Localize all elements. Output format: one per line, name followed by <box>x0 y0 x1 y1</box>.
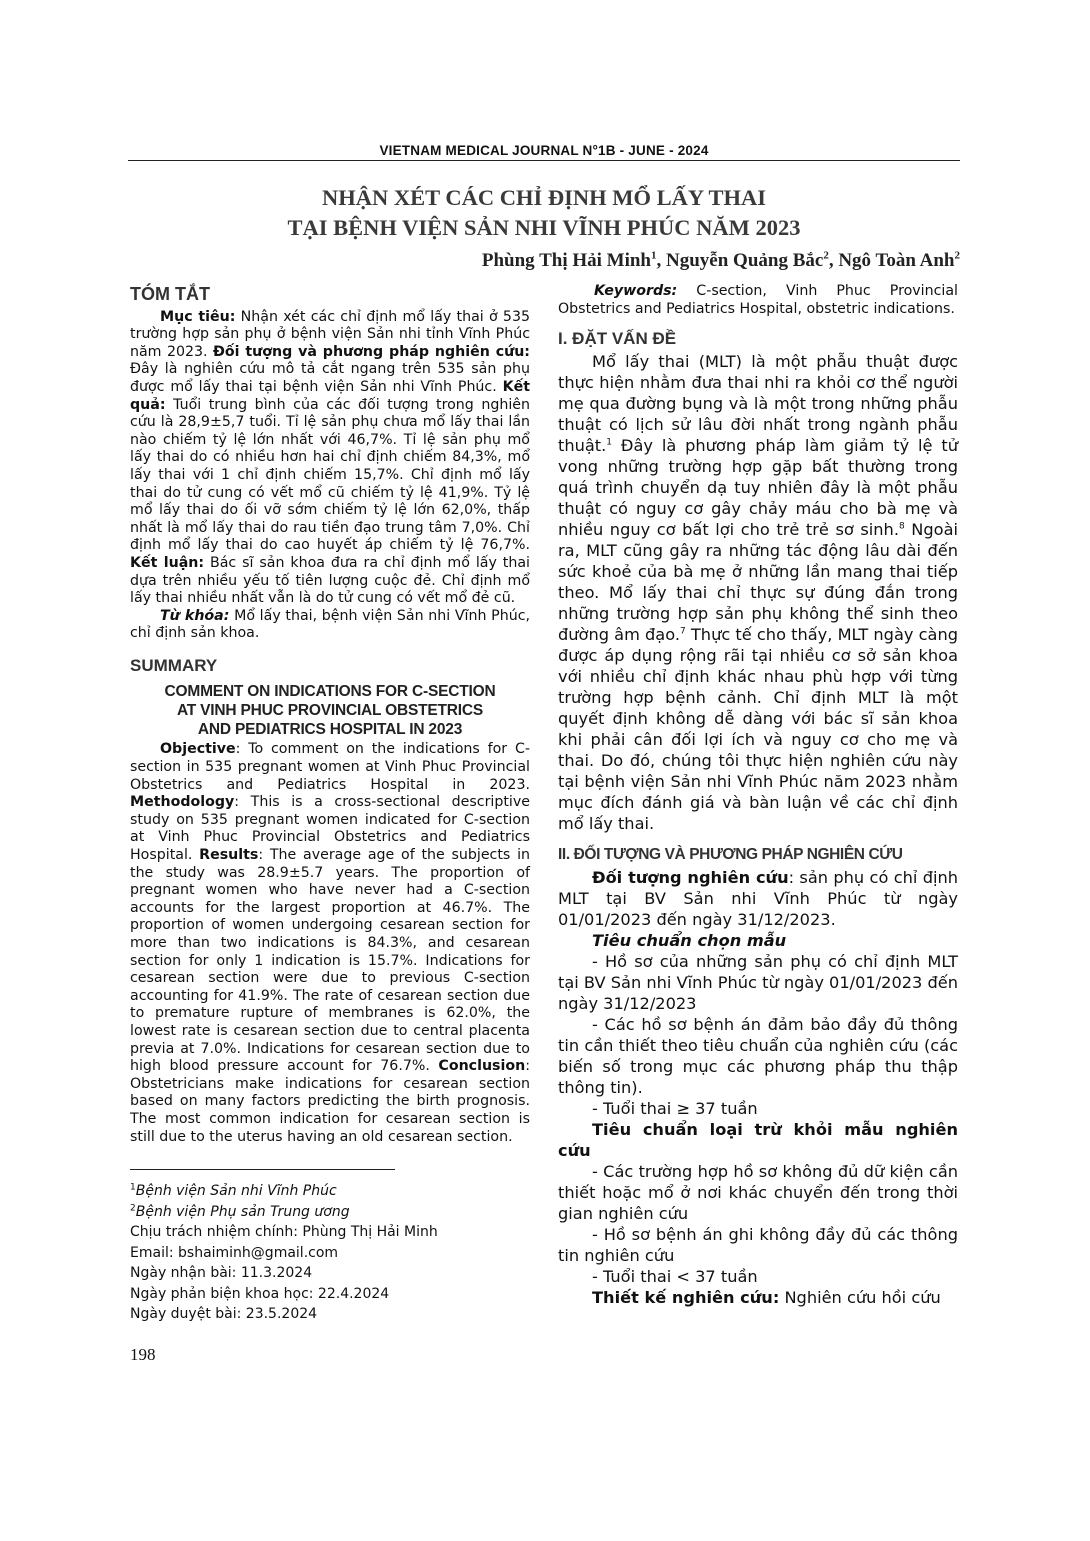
author-name: Ngô Toàn Anh <box>838 250 955 271</box>
affiliation-2 <box>130 1202 530 1223</box>
label-keywords: Keywords: <box>594 283 678 299</box>
text-methods-vi: Đây là nghiên cứu mô tả cắt ngang trên 535 sản phụ được mổ lấy thai tại bệnh viện Sản nhi Vĩnh Phúc. <box>130 361 530 395</box>
section-1-text-c: Ngoài ra, MLT cũng gây ra những tác động lâu dài đến sức khoẻ của bà mẹ ở những lần mang thai tiếp theo. Mổ lấy thai chỉ thực sự đúng đắn trong những trường hợp sản phụ không thể sinh theo đường âm đạo. <box>558 520 958 645</box>
author-name: Phùng Thị Hải Minh <box>481 250 651 271</box>
affiliation-2-number: 2 <box>130 1202 136 1213</box>
study-subjects <box>558 867 958 930</box>
section-1-text-a: Mổ lấy thai (MLT) là một phẫu thuật được thực hiện nhằm đưa thai nhi ra khỏi cơ thể người mẹ qua đường bụng và là một trong những phẫu thuật có lịch sử lâu đời nhất trong ngành phẫu thuật. <box>558 352 958 456</box>
study-design <box>558 1287 958 1308</box>
text-study-design: Nghiên cứu hồi cứu <box>779 1288 941 1308</box>
text-conclusion: : Obstetricians make indications for cesarean section based on many factors predicting the birth prognosis. The most common indication for cesarean section is still due to the uterus having an old cesarean section. <box>130 1058 530 1145</box>
abstract-vi-body <box>130 309 530 608</box>
inclusion-criteria-title: Tiêu chuẩn chọn mẫu <box>592 931 787 951</box>
label-conclusion-vi: Kết luận: <box>130 554 205 571</box>
inclusion-criterion: - Tuổi thai ≥ 37 tuần <box>592 1099 758 1119</box>
corresponding-author: Chịu trách nhiệm chính: Phùng Thị Hải Minh <box>130 1224 438 1240</box>
exclusion-criterion: - Các trường hợp hồ sơ không đủ dữ kiện cần thiết hoặc mổ ở nơi khác chuyển đến trong thời gian nghiên cứu <box>558 1162 958 1224</box>
citation-8: 8 <box>898 521 905 532</box>
inclusion-criteria-heading <box>558 930 958 951</box>
text-results: : The average age of the subjects in the study was 28.9±5.7 years. The proportion of pregnant women who have never had a C-section accounts for the largest proportion at 46.7%. The proportion of women undergoing cesarean section for more than two indications is 84.3%, and cesarean section for only 1 indication is 15.7%. Indications for cesarean section were due to previous C-section accounting for 41.9%. The rate of cesarean section due to premature rupture of membranes is 62.0%, the lowest rate is cesarean section due to central placenta previa at 7.0%. Indications for cesarean section due to high blood pressure account for 76.7%. <box>130 847 531 1075</box>
exclusion-criteria-heading <box>558 1119 958 1161</box>
affiliation-1-number: 1 <box>130 1182 136 1193</box>
section-2-heading: II. ĐỐI TƯỢNG VÀ PHƯƠNG PHÁP NGHIÊN CỨU <box>558 846 903 864</box>
left-column <box>130 286 530 1146</box>
label-objective-vi: Mục tiêu: <box>160 308 236 325</box>
header-rule <box>128 160 960 161</box>
summary-title-line-1: COMMENT ON INDICATIONS FOR C-SECTION <box>164 683 496 701</box>
title-line-1: NHẬN XÉT CÁC CHỈ ĐỊNH MỔ LẤY THAI <box>321 185 766 210</box>
affiliation-2-text: Bệnh viện Phụ sản Trung ương <box>135 1203 350 1220</box>
exclusion-criteria-title: Tiêu chuẩn loại trừ khỏi mẫu nghiên cứu <box>558 1120 958 1161</box>
footnotes <box>130 1181 530 1325</box>
author-affiliation: 1 <box>651 249 657 262</box>
section-1-heading: I. ĐẶT VẤN ĐỀ <box>558 329 677 349</box>
section-1-paragraph <box>558 351 958 834</box>
citation-1: 1 <box>606 437 613 448</box>
exclusion-criterion: - Hồ sơ bệnh án ghi không đầy đủ các thông tin nghiên cứu <box>558 1225 958 1266</box>
right-column <box>558 283 958 1308</box>
label-results-vi: Kết quả: <box>130 378 530 413</box>
section-1-text-b: Đây là phương pháp làm giảm tỷ lệ tử vong những trường hợp gặp bất thường trong quá trình chuyển dạ tuy nhiên đây là một phẫu thuật có nguy cơ gây chảy máu cho bà mẹ và nhiều nguy cơ bất lợi cho trẻ trẻ sơ sinh. <box>558 436 958 540</box>
footnote-rule <box>130 1169 395 1170</box>
text-objective: : To comment on the indications for C-section in 535 pregnant women at Vinh Phuc Provincial Obstetrics and Pediatrics Hospital in 2023. <box>130 741 530 793</box>
text-methodology: : This is a cross-sectional descriptive study on 535 pregnant women indicated for C-section at Vinh Phuc Provincial Obstetrics and Pediatrics Hospital. <box>130 794 530 864</box>
journal-header: VIETNAM MEDICAL JOURNAL N°1B - JUNE - 2024 <box>379 143 709 158</box>
text-results-vi: Tuổi trung bình của các đối tượng trong nghiên cứu là 28,9±5,7 tuổi. Tỉ lệ sản phụ chưa mổ lấy thai lần nào chiếm tỷ lệ lớn nhất với 46,7%. Tỉ lệ sản phụ mổ lấy thai do có nhiều hơn hai chỉ định chiếm 84,3%, mổ lấy thai với 1 chỉ định chiếm 15,7%. Chỉ định mổ lấy thai do tử cung có vết mổ cũ chiếm tỷ lệ 41,9%. Tỷ lệ mổ lấy thai do ối vỡ sớm chiếm tỷ lệ lớn 62,0%, thấp nhất là mổ lấy thai do rau tiền đạo trung tâm 7,0%. Chỉ định mổ lấy thai do cao huyết áp chiếm tỷ lệ 76,7%. <box>130 396 530 554</box>
author-list <box>482 250 960 272</box>
page-number: 198 <box>130 1345 156 1364</box>
date-reviewed: Ngày phản biện khoa học: 22.4.2024 <box>130 1285 390 1302</box>
label-results: Results <box>199 847 259 864</box>
summary-body <box>130 741 530 1146</box>
text-keywords: C-section, Vinh Phuc Provincial Obstetrics and Pediatrics Hospital, obstetric indications. <box>558 283 958 317</box>
label-objective: Objective <box>160 741 236 758</box>
label-methods-vi: Đối tượng và phương pháp nghiên cứu: <box>213 343 530 360</box>
summary-title-line-2: AT VINH PHUC PROVINCIAL OBSTETRICS <box>176 702 484 720</box>
affiliation-1-text: Bệnh viện Sản nhi Vĩnh Phúc <box>135 1183 337 1199</box>
text-keywords-vi: Mổ lấy thai, bệnh viện Sản nhi Vĩnh Phúc, chỉ định sản khoa. <box>130 607 530 642</box>
abstract-vi-heading: TÓM TẮT <box>130 284 210 304</box>
citation-7: 7 <box>680 626 686 637</box>
inclusion-criterion: - Hồ sơ của những sản phụ có chỉ định MLT tại BV Sản nhi Vĩnh Phúc từ ngày 01/01/2023 đến ngày 31/12/2023 <box>558 952 958 1014</box>
label-methodology: Methodology <box>130 794 235 811</box>
summary-heading: SUMMARY <box>130 655 218 675</box>
author-separator: , <box>656 250 666 271</box>
label-study-subjects: Đối tượng nghiên cứu <box>592 868 789 888</box>
author-affiliation: 2 <box>823 249 829 262</box>
exclusion-criterion: - Tuổi thai < 37 tuần <box>592 1267 758 1287</box>
title-line-2: TẠI BỆNH VIỆN SẢN NHI VĨNH PHÚC NĂM 2023 <box>287 215 801 240</box>
email: Email: bshaiminh@gmail.com <box>130 1244 339 1261</box>
article-title <box>128 183 960 243</box>
date-accepted: Ngày duyệt bài: 23.5.2024 <box>130 1306 318 1322</box>
affiliation-1 <box>130 1181 530 1202</box>
label-study-design: Thiết kế nghiên cứu: <box>592 1288 780 1308</box>
author-name: Nguyễn Quảng Bắc <box>666 250 824 271</box>
text-objective-vi: Nhận xét các chỉ định mổ lấy thai ở 535 trường hợp sản phụ ở bệnh viện Sản nhi tỉnh Vĩnh Phúc năm 2023. <box>130 308 530 360</box>
label-conclusion: Conclusion <box>438 1058 526 1075</box>
author-affiliation: 2 <box>954 249 960 262</box>
summary-title <box>130 682 530 739</box>
section-1-text-d: Thực tế cho thấy, MLT ngày càng được áp dụng rộng rãi tại nhiều cơ sở sản khoa với nhiều chỉ định khác nhau phù hợp với từng trường hợp bệnh cảnh. Chỉ định MLT là một quyết định không dễ dàng với bác sĩ sản khoa khi phải cân đối lợi ích và nguy cơ cho mẹ và thai. Do đó, chúng tôi thực hiện nghiên cứu này tại bệnh viện Sản nhi Vĩnh Phúc năm 2023 nhằm mục đích đánh giá và bàn luận về các chỉ định mổ lấy thai. <box>558 625 958 834</box>
keywords-vi <box>130 608 530 643</box>
label-keywords-vi: Từ khóa: <box>160 607 230 624</box>
text-conclusion-vi: Bác sĩ sản khoa đưa ra chỉ định mổ lấy thai dựa trên nhiều yếu tố tiên lượng cuộc đẻ. Chỉ định mổ lấy thai nhiều nhất vẫn là do tử cung có vết mổ đẻ cũ. <box>130 554 530 607</box>
keywords-en <box>558 283 958 318</box>
text-study-subjects: : sản phụ có chỉ định MLT tại BV Sản nhi Vĩnh Phúc từ ngày 01/01/2023 đến ngày 31/12/2023. <box>558 868 959 930</box>
author-separator: , <box>828 250 839 271</box>
summary-title-line-3: AND PEDIATRICS HOSPITAL IN 2023 <box>197 721 463 739</box>
date-received: Ngày nhận bài: 11.3.2024 <box>130 1265 313 1281</box>
inclusion-criterion: - Các hồ sơ bệnh án đảm bảo đầy đủ thông tin cần thiết theo tiêu chuẩn của nghiên cứu (các biến số trong mục các phương pháp thu thập thông tin). <box>558 1015 958 1098</box>
